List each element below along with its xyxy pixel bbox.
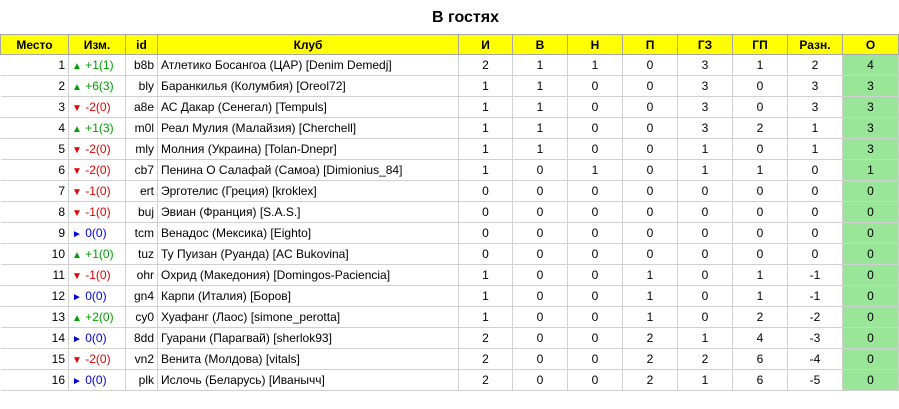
goal-diff-cell: 3: [788, 76, 843, 97]
goals-for-cell: 0: [678, 307, 733, 328]
arrow-up-icon: ▲: [72, 82, 82, 93]
losses-cell: 2: [623, 349, 678, 370]
goal-diff-cell: 0: [788, 244, 843, 265]
arrow-up-icon: ▲: [72, 124, 82, 135]
points-cell: 0: [843, 370, 899, 391]
draws-cell: 0: [568, 76, 623, 97]
change-cell: [69, 202, 126, 223]
change-cell: [69, 97, 126, 118]
id-cell: b8b: [126, 55, 158, 76]
goal-diff-cell: -4: [788, 349, 843, 370]
games-cell: 1: [459, 265, 513, 286]
change-value: -1(0): [85, 268, 111, 282]
goals-against-cell: 0: [733, 139, 788, 160]
games-cell: 1: [459, 307, 513, 328]
draws-cell: 0: [568, 286, 623, 307]
change-cell: [69, 370, 126, 391]
change-cell: [69, 139, 126, 160]
draws-cell: 0: [568, 97, 623, 118]
losses-cell: 0: [623, 202, 678, 223]
change-cell: [69, 55, 126, 76]
games-cell: 1: [459, 139, 513, 160]
goal-diff-cell: 2: [788, 55, 843, 76]
id-cell: cy0: [126, 307, 158, 328]
games-cell: 0: [459, 223, 513, 244]
place-cell: 2: [1, 76, 69, 97]
club-cell: Карпи (Италия) [Боров]: [158, 286, 459, 307]
games-cell: 2: [459, 370, 513, 391]
place-cell: 12: [1, 286, 69, 307]
points-cell: 0: [843, 244, 899, 265]
goal-diff-cell: -1: [788, 265, 843, 286]
change-value: 0(0): [85, 289, 107, 303]
goals-for-cell: 3: [678, 118, 733, 139]
goal-diff-cell: -1: [788, 286, 843, 307]
goals-for-cell: 0: [678, 223, 733, 244]
points-cell: 4: [843, 55, 899, 76]
goals-for-cell: 1: [678, 160, 733, 181]
table-row: [1, 370, 899, 391]
losses-cell: 0: [623, 97, 678, 118]
club-cell: АС Дакар (Сенегал) [Tempuls]: [158, 97, 459, 118]
goals-for-cell: 0: [678, 244, 733, 265]
change-cell: [69, 118, 126, 139]
goals-against-cell: 6: [733, 349, 788, 370]
goal-diff-cell: 1: [788, 118, 843, 139]
id-cell: gn4: [126, 286, 158, 307]
change-cell: [69, 265, 126, 286]
change-value: +1(3): [85, 121, 114, 135]
goal-diff-cell: -5: [788, 370, 843, 391]
change-cell: [69, 286, 126, 307]
club-cell: Охрид (Македония) [Domingos-Paciencia]: [158, 265, 459, 286]
change-cell: [69, 223, 126, 244]
table-body: [1, 55, 899, 391]
club-cell: Гуарани (Парагвай) [sherlok93]: [158, 328, 459, 349]
losses-cell: 0: [623, 181, 678, 202]
points-cell: 3: [843, 97, 899, 118]
games-cell: 2: [459, 349, 513, 370]
goals-against-cell: 1: [733, 265, 788, 286]
draws-cell: 1: [568, 55, 623, 76]
goals-against-cell: 2: [733, 307, 788, 328]
losses-cell: 2: [623, 328, 678, 349]
header-losses[interactable]: П: [623, 35, 678, 55]
goals-for-cell: 1: [678, 139, 733, 160]
goals-for-cell: 3: [678, 97, 733, 118]
games-cell: 0: [459, 202, 513, 223]
goal-diff-cell: 0: [788, 181, 843, 202]
header-goals-for[interactable]: ГЗ: [678, 35, 733, 55]
change-cell: [69, 328, 126, 349]
arrow-down-icon: ▼: [72, 271, 82, 282]
header-goals-against[interactable]: ГП: [733, 35, 788, 55]
change-value: 0(0): [85, 373, 107, 387]
goal-diff-cell: 3: [788, 97, 843, 118]
goals-against-cell: 4: [733, 328, 788, 349]
goals-for-cell: 3: [678, 76, 733, 97]
wins-cell: 0: [513, 349, 568, 370]
id-cell: 8dd: [126, 328, 158, 349]
points-cell: 0: [843, 328, 899, 349]
wins-cell: 0: [513, 286, 568, 307]
change-value: 0(0): [85, 331, 107, 345]
change-cell: [69, 349, 126, 370]
goal-diff-cell: 0: [788, 202, 843, 223]
change-value: +1(0): [85, 247, 114, 261]
points-cell: 3: [843, 76, 899, 97]
games-cell: 2: [459, 55, 513, 76]
goals-for-cell: 1: [678, 328, 733, 349]
wins-cell: 0: [513, 307, 568, 328]
place-cell: 9: [1, 223, 69, 244]
id-cell: ohr: [126, 265, 158, 286]
change-cell: [69, 160, 126, 181]
place-cell: 15: [1, 349, 69, 370]
points-cell: 1: [843, 160, 899, 181]
goals-against-cell: 0: [733, 97, 788, 118]
goals-for-cell: 1: [678, 370, 733, 391]
games-cell: 1: [459, 160, 513, 181]
draws-cell: 0: [568, 202, 623, 223]
games-cell: 1: [459, 118, 513, 139]
draws-cell: 1: [568, 160, 623, 181]
change-cell: [69, 76, 126, 97]
id-cell: tuz: [126, 244, 158, 265]
id-cell: ert: [126, 181, 158, 202]
draws-cell: 0: [568, 244, 623, 265]
place-cell: 10: [1, 244, 69, 265]
club-cell: Венита (Молдова) [vitals]: [158, 349, 459, 370]
place-cell: 1: [1, 55, 69, 76]
losses-cell: 1: [623, 265, 678, 286]
goals-for-cell: 2: [678, 349, 733, 370]
table-row: [1, 55, 899, 76]
table-row: [1, 160, 899, 181]
games-cell: 2: [459, 328, 513, 349]
goals-against-cell: 0: [733, 223, 788, 244]
arrow-up-icon: ▲: [72, 61, 82, 72]
draws-cell: 0: [568, 370, 623, 391]
goals-against-cell: 1: [733, 55, 788, 76]
table-row: [1, 97, 899, 118]
goals-against-cell: 0: [733, 76, 788, 97]
losses-cell: 1: [623, 286, 678, 307]
games-cell: 1: [459, 76, 513, 97]
wins-cell: 0: [513, 244, 568, 265]
wins-cell: 1: [513, 139, 568, 160]
change-value: -2(0): [85, 163, 111, 177]
place-cell: 6: [1, 160, 69, 181]
page-title: В гостях: [432, 9, 499, 26]
change-cell: [69, 244, 126, 265]
table-row: [1, 202, 899, 223]
place-cell: 8: [1, 202, 69, 223]
club-cell: Реал Мулия (Малайзия) [Cherchell]: [158, 118, 459, 139]
games-cell: 0: [459, 181, 513, 202]
arrow-up-icon: ▲: [72, 250, 82, 261]
header-goal-diff[interactable]: Разн.: [788, 35, 843, 55]
id-cell: mly: [126, 139, 158, 160]
points-cell: 0: [843, 181, 899, 202]
draws-cell: 0: [568, 181, 623, 202]
goal-diff-cell: -2: [788, 307, 843, 328]
wins-cell: 1: [513, 118, 568, 139]
draws-cell: 0: [568, 349, 623, 370]
draws-cell: 0: [568, 139, 623, 160]
wins-cell: 0: [513, 202, 568, 223]
points-cell: 0: [843, 286, 899, 307]
goals-against-cell: 1: [733, 160, 788, 181]
change-value: +6(3): [85, 79, 114, 93]
standings-table: [0, 34, 899, 391]
points-cell: 0: [843, 307, 899, 328]
table-row: [1, 118, 899, 139]
club-cell: Ту Пуизан (Руанда) [AC Bukovina]: [158, 244, 459, 265]
games-cell: 1: [459, 97, 513, 118]
change-value: -1(0): [85, 184, 111, 198]
change-value: -1(0): [85, 205, 111, 219]
id-cell: cb7: [126, 160, 158, 181]
id-cell: bly: [126, 76, 158, 97]
draws-cell: 0: [568, 118, 623, 139]
table-row: [1, 139, 899, 160]
change-value: 0(0): [85, 226, 107, 240]
wins-cell: 0: [513, 328, 568, 349]
arrow-down-icon: ▼: [72, 166, 82, 177]
place-cell: 16: [1, 370, 69, 391]
id-cell: buj: [126, 202, 158, 223]
goals-against-cell: 0: [733, 244, 788, 265]
change-value: -2(0): [85, 142, 111, 156]
id-cell: a8e: [126, 97, 158, 118]
id-cell: plk: [126, 370, 158, 391]
points-cell: 3: [843, 139, 899, 160]
points-cell: 0: [843, 265, 899, 286]
points-cell: 0: [843, 349, 899, 370]
points-cell: 0: [843, 202, 899, 223]
losses-cell: 1: [623, 307, 678, 328]
header-club[interactable]: Клуб: [158, 35, 459, 55]
arrow-down-icon: ▼: [72, 208, 82, 219]
place-cell: 5: [1, 139, 69, 160]
club-cell: Баранкилья (Колумбия) [Oreol72]: [158, 76, 459, 97]
goals-for-cell: 0: [678, 181, 733, 202]
goals-against-cell: 2: [733, 118, 788, 139]
losses-cell: 0: [623, 55, 678, 76]
arrow-right-icon: ►: [72, 229, 82, 240]
goal-diff-cell: 0: [788, 223, 843, 244]
losses-cell: 0: [623, 160, 678, 181]
wins-cell: 1: [513, 55, 568, 76]
goal-diff-cell: 1: [788, 139, 843, 160]
arrow-down-icon: ▼: [72, 187, 82, 198]
goals-against-cell: 1: [733, 286, 788, 307]
header-row: [1, 35, 899, 55]
club-cell: Атлетико Босангоа (ЦАР) [Denim Demedj]: [158, 55, 459, 76]
wins-cell: 1: [513, 97, 568, 118]
table-row: [1, 286, 899, 307]
arrow-down-icon: ▼: [72, 355, 82, 366]
games-cell: 1: [459, 286, 513, 307]
place-cell: 4: [1, 118, 69, 139]
header-change[interactable]: Изм.: [69, 35, 126, 55]
change-cell: [69, 181, 126, 202]
games-cell: 0: [459, 244, 513, 265]
header-draws[interactable]: Н: [568, 35, 623, 55]
place-cell: 3: [1, 97, 69, 118]
id-cell: m0l: [126, 118, 158, 139]
header-id[interactable]: id: [126, 35, 158, 55]
club-cell: Ислочь (Беларусь) [Иванычч]: [158, 370, 459, 391]
arrow-down-icon: ▼: [72, 103, 82, 114]
table-row: [1, 223, 899, 244]
place-cell: 14: [1, 328, 69, 349]
goals-against-cell: 0: [733, 181, 788, 202]
club-cell: Венадос (Мексика) [Eighto]: [158, 223, 459, 244]
wins-cell: 0: [513, 160, 568, 181]
goals-for-cell: 0: [678, 286, 733, 307]
club-cell: Эвиан (Франция) [S.A.S.]: [158, 202, 459, 223]
club-cell: Молния (Украина) [Tolan-Dnepr]: [158, 139, 459, 160]
losses-cell: 2: [623, 370, 678, 391]
place-cell: 7: [1, 181, 69, 202]
club-cell: Пенина О Салафай (Самоа) [Dimionius_84]: [158, 160, 459, 181]
table-row: [1, 76, 899, 97]
header-place[interactable]: Место: [1, 35, 69, 55]
draws-cell: 0: [568, 307, 623, 328]
draws-cell: 0: [568, 328, 623, 349]
points-cell: 3: [843, 118, 899, 139]
change-value: +1(1): [85, 58, 114, 72]
wins-cell: 1: [513, 76, 568, 97]
change-cell: [69, 307, 126, 328]
id-cell: vn2: [126, 349, 158, 370]
table-row: [1, 349, 899, 370]
club-cell: Хуафанг (Лаос) [simone_perotta]: [158, 307, 459, 328]
wins-cell: 0: [513, 265, 568, 286]
header-games[interactable]: И: [459, 35, 513, 55]
table-row: [1, 181, 899, 202]
goals-for-cell: 0: [678, 202, 733, 223]
table-row: [1, 265, 899, 286]
change-value: +2(0): [85, 310, 114, 324]
draws-cell: 0: [568, 223, 623, 244]
header-wins[interactable]: В: [513, 35, 568, 55]
arrow-up-icon: ▲: [72, 313, 82, 324]
goals-for-cell: 3: [678, 55, 733, 76]
arrow-right-icon: ►: [72, 376, 82, 387]
header-points[interactable]: О: [843, 35, 899, 55]
wins-cell: 0: [513, 181, 568, 202]
table-row: [1, 307, 899, 328]
losses-cell: 0: [623, 118, 678, 139]
arrow-right-icon: ►: [72, 292, 82, 303]
losses-cell: 0: [623, 244, 678, 265]
goal-diff-cell: -3: [788, 328, 843, 349]
losses-cell: 0: [623, 223, 678, 244]
goals-against-cell: 0: [733, 202, 788, 223]
losses-cell: 0: [623, 139, 678, 160]
points-cell: 0: [843, 223, 899, 244]
id-cell: tcm: [126, 223, 158, 244]
place-cell: 13: [1, 307, 69, 328]
losses-cell: 0: [623, 76, 678, 97]
club-cell: Эрготелис (Греция) [kroklex]: [158, 181, 459, 202]
wins-cell: 0: [513, 370, 568, 391]
arrow-down-icon: ▼: [72, 145, 82, 156]
goals-against-cell: 6: [733, 370, 788, 391]
change-value: -2(0): [85, 100, 111, 114]
table-row: [1, 328, 899, 349]
arrow-right-icon: ►: [72, 334, 82, 345]
change-value: -2(0): [85, 352, 111, 366]
table-row: [1, 244, 899, 265]
place-cell: 11: [1, 265, 69, 286]
goals-for-cell: 0: [678, 265, 733, 286]
draws-cell: 0: [568, 265, 623, 286]
wins-cell: 0: [513, 223, 568, 244]
goal-diff-cell: 0: [788, 160, 843, 181]
